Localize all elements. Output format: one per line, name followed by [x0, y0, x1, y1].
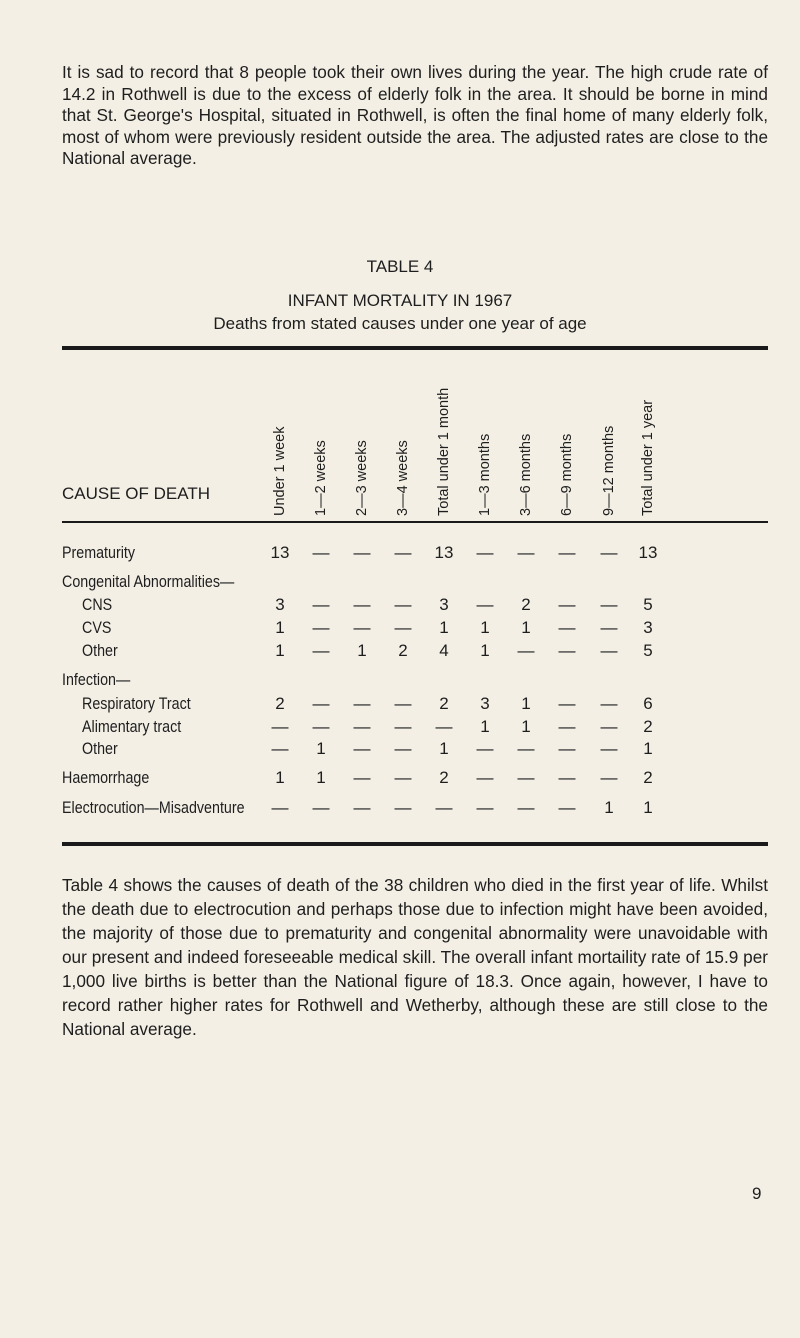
table-cell: 2 — [275, 694, 285, 713]
table-cell: — — [600, 595, 618, 614]
table-row — [62, 767, 768, 789]
table-cell: — — [517, 798, 535, 817]
table-cell: — — [558, 618, 576, 637]
cause-of-death-header: CAUSE OF DEATH — [62, 484, 210, 503]
row-label: Haemorrhage — [62, 768, 150, 787]
column-header: 1—2 weeks — [313, 440, 329, 516]
table-cell: 1 — [480, 641, 490, 660]
table-row — [62, 738, 768, 760]
table-cell: 1 — [643, 739, 653, 758]
table-cell: 1 — [316, 768, 326, 787]
row-label: Other — [82, 739, 118, 758]
table-header-rule — [62, 521, 768, 523]
table-cell: — — [271, 717, 289, 736]
table-top-rule — [62, 346, 768, 350]
table-row — [62, 669, 768, 691]
table-cell: 2 — [643, 768, 653, 787]
table-row — [62, 617, 768, 639]
table-cell: 3 — [480, 694, 490, 713]
column-header: Total under 1 year — [640, 399, 656, 516]
table-cell: 3 — [439, 595, 449, 614]
table-row — [62, 640, 768, 662]
table-cell: — — [312, 798, 330, 817]
table-cell: 1 — [275, 618, 285, 637]
table-cell: — — [353, 618, 371, 637]
table-cell: 1 — [357, 641, 367, 660]
table-cell: — — [394, 595, 412, 614]
table-cell: — — [353, 798, 371, 817]
table-cell: — — [312, 641, 330, 660]
table-cell: — — [435, 798, 453, 817]
table-cell: 2 — [521, 595, 531, 614]
column-header: Under 1 week — [272, 426, 288, 516]
table-cell: — — [558, 768, 576, 787]
column-header: 3—6 months — [518, 433, 534, 516]
table-cell: 3 — [275, 595, 285, 614]
table-cell: 2 — [398, 641, 408, 660]
table-cell: 1 — [480, 717, 490, 736]
table-cell: 1 — [521, 618, 531, 637]
table-row — [62, 797, 768, 819]
table-cell: 1 — [275, 641, 285, 660]
table-cell: — — [312, 717, 330, 736]
table-cell: — — [353, 768, 371, 787]
table-cell: 1 — [521, 694, 531, 713]
row-label: Respiratory Tract — [82, 694, 191, 713]
table-cell: — — [312, 618, 330, 637]
table-cell: — — [600, 739, 618, 758]
row-label: Alimentary tract — [82, 717, 182, 736]
intro-paragraph: It is sad to record that 8 people took their own lives during the year. The high crude rate of 14.2 in Rothwell is due to the excess of elderly folk in the area. It should be borne in mind that St. George's Hospital, situated in Rothwell, is often the final home of many elderly folk, most of whom were previously resident outside the area. The adjusted rates are close to the National average. — [62, 62, 768, 169]
table-cell: — — [600, 618, 618, 637]
table-cell: — — [558, 694, 576, 713]
row-label: Electrocution—Misadventure — [62, 798, 245, 817]
row-label: CNS — [82, 595, 113, 614]
table-cell: — — [312, 595, 330, 614]
table-cell: — — [600, 641, 618, 660]
table-cell: 1 — [275, 768, 285, 787]
table-cell: — — [394, 618, 412, 637]
table-cell: 5 — [643, 641, 653, 660]
table-subtitle: Deaths from stated causes under one year of age — [213, 314, 587, 333]
table-cell: — — [312, 694, 330, 713]
table-cell: — — [476, 595, 494, 614]
table-cell: 13 — [638, 543, 658, 562]
table-cell: 1 — [480, 618, 490, 637]
column-header: 6—9 months — [559, 433, 575, 516]
table-cell: — — [353, 595, 371, 614]
column-header: Total under 1 month — [436, 387, 452, 516]
table-row — [62, 693, 768, 715]
table-cell: 1 — [521, 717, 531, 736]
table-cell: — — [476, 739, 494, 758]
column-header: 2—3 weeks — [354, 440, 370, 516]
closing-paragraph: Table 4 shows the causes of death of the 38 children who died in the first year of life. Whilst the death due to electrocution and perhaps those due to infection might have been avoided, the majority of those due to prematurity and congenital abnormality were unavoidable with our present and indeed foreseeable medical skill. The overall infant mortaility rate of 15.9 per 1,000 live births is better than the National figure of 18.3. Once again, however, I have to record rather higher rates for Rothwell and Wetherby, although these are still close to the National average. — [62, 875, 768, 1039]
table-cell: — — [394, 717, 412, 736]
table-cell: — — [394, 543, 412, 562]
table-cell: 2 — [439, 694, 449, 713]
table-cell: 1 — [439, 739, 449, 758]
row-label: Other — [82, 641, 118, 660]
table-cell: 13 — [434, 543, 454, 562]
column-header: 1—3 months — [477, 433, 493, 516]
row-label: Infection— — [62, 670, 131, 689]
table-cell: — — [394, 694, 412, 713]
column-header: 9—12 months — [601, 425, 617, 516]
table-row — [62, 542, 768, 564]
table-cell: — — [353, 739, 371, 758]
table-cell: — — [558, 739, 576, 758]
table-cell: 1 — [316, 739, 326, 758]
table-cell: — — [394, 768, 412, 787]
page-number: 9 — [752, 1184, 762, 1203]
row-label: Prematurity — [62, 543, 136, 562]
column-header: 3—4 weeks — [395, 440, 411, 516]
table-cell: 13 — [270, 543, 290, 562]
table-cell: — — [558, 641, 576, 660]
table-cell: — — [271, 739, 289, 758]
table-row — [62, 571, 768, 593]
table-number: TABLE 4 — [366, 257, 434, 276]
table-bottom-rule — [62, 842, 768, 846]
table-cell: — — [558, 595, 576, 614]
table-cell: — — [353, 543, 371, 562]
table-cell: — — [271, 798, 289, 817]
table-cell: 1 — [643, 798, 653, 817]
table-cell: — — [600, 543, 618, 562]
table-cell: 6 — [643, 694, 653, 713]
table-cell: — — [558, 717, 576, 736]
table-cell: — — [517, 768, 535, 787]
table-cell: — — [353, 717, 371, 736]
table-cell: — — [517, 543, 535, 562]
table-cell: 2 — [643, 717, 653, 736]
table-title: INFANT MORTALITY IN 1967 — [287, 291, 513, 310]
table-cell: — — [476, 543, 494, 562]
table-cell: 5 — [643, 595, 653, 614]
table-cell: — — [558, 543, 576, 562]
table-cell: — — [394, 739, 412, 758]
table-cell: 2 — [439, 768, 449, 787]
table-cell: — — [600, 768, 618, 787]
row-label: Congenital Abnormalities— — [62, 572, 235, 591]
table-cell: — — [435, 717, 453, 736]
table-cell: — — [517, 739, 535, 758]
table-cell: 1 — [604, 798, 614, 817]
table-cell: — — [353, 694, 371, 713]
table-cell: — — [476, 798, 494, 817]
table-cell: — — [517, 641, 535, 660]
table-cell: — — [394, 798, 412, 817]
table-cell: — — [600, 694, 618, 713]
table-row — [62, 716, 768, 738]
table-row — [62, 594, 768, 616]
table-cell: 3 — [643, 618, 653, 637]
table-cell: — — [600, 717, 618, 736]
row-label: CVS — [82, 618, 112, 637]
table-cell: — — [312, 543, 330, 562]
table-cell: 1 — [439, 618, 449, 637]
table-cell: — — [476, 768, 494, 787]
table-cell: — — [558, 798, 576, 817]
table-cell: 4 — [439, 641, 449, 660]
